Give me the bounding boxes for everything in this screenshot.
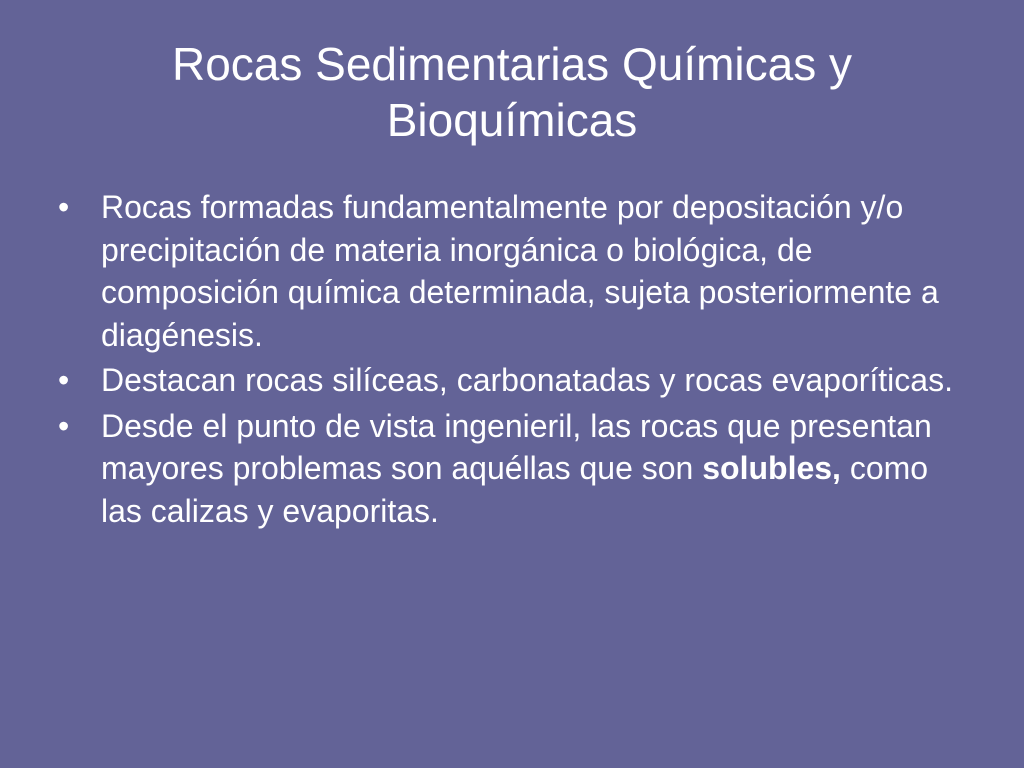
bullet-text-3-start: Desde el punto de vista ingenieril, las rocas que presentan mayores problemas son aquéllas que son [101,407,932,486]
bullet-text-1: Rocas formadas fundamentalmente por depositación y/o precipitación de materia inorgánica o biológica, de composición química determinada, sujeta posteriormente a diagénesis. [101,189,939,353]
bullet-text-3-emphasis: solubles, [702,450,841,486]
bullet-item-1 [56,186,976,356]
bullet-list [56,186,976,535]
bullet-icon: • [58,189,70,225]
bullet-text-3-end: como las calizas y evaporitas. [101,450,929,529]
bullet-icon: • [58,407,70,444]
slide-title: Rocas Sedimentarias Químicas y Bioquímicas [171,38,853,146]
bullet-item-2 [56,359,976,402]
bullet-text-2: Destacan rocas silíceas, carbonatadas y rocas evaporíticas. [101,362,953,398]
bullet-item-3 [56,405,976,533]
bullet-icon: • [58,362,70,398]
